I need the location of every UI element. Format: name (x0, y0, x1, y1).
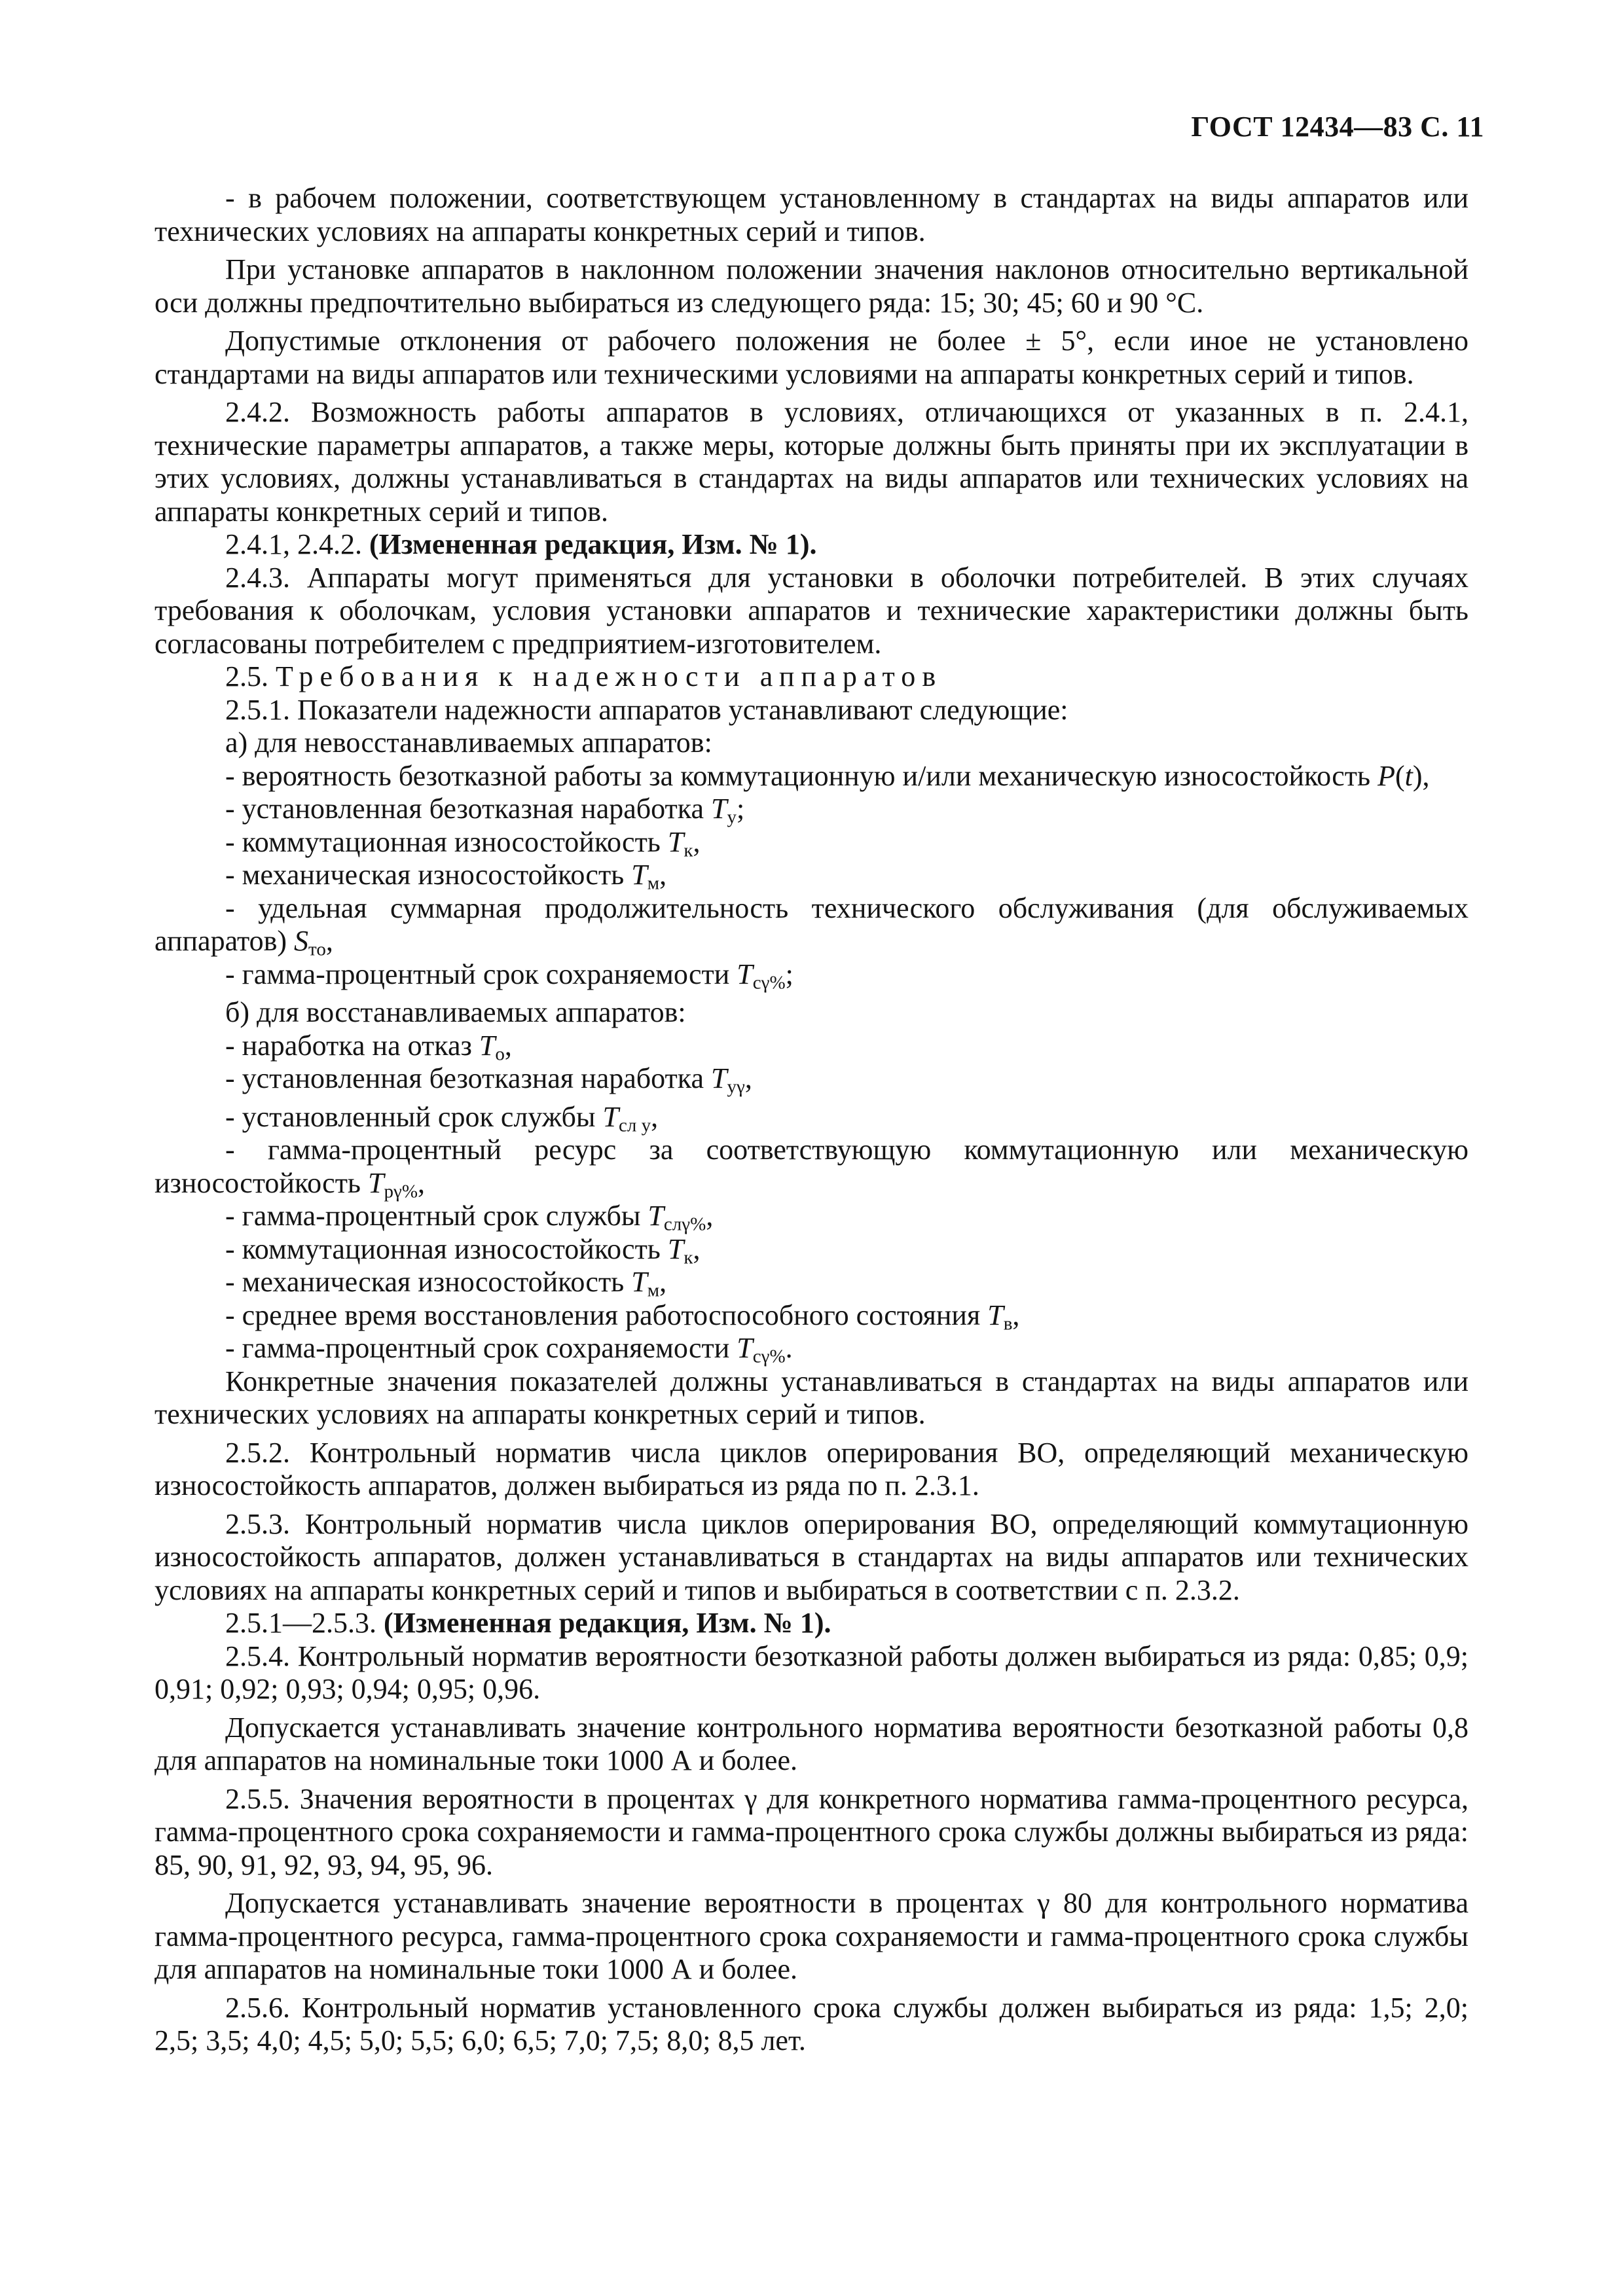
list-item-text: - коммутационная износостойкость (225, 825, 661, 858)
list-item: - гамма-процентный срок службы $T_{сл\gamma\%}$, (225, 1200, 714, 1235)
formula-subscript: о (495, 1043, 505, 1064)
formula-argument: t (1404, 759, 1413, 792)
list-item-text: - наработка на отказ (225, 1029, 472, 1062)
paragraph: При установке аппаратов в наклонном положении значения наклонов относительно вертикальной оси должны предпочтительно выбираться из следующего ряда: 15; 30; 45; 60 и 90 °С. (155, 253, 1468, 319)
formula-symbol: S (294, 925, 309, 957)
formula-subscript: уγ (727, 1076, 745, 1098)
amendment-note (155, 1607, 1468, 1640)
formula-subscript: рγ% (384, 1180, 418, 1202)
paragraph: Допустимые отклонения от рабочего положения не более ± 5°, если иное не установлено стандартами на виды аппаратов или техническими условиями на аппараты конкретных серий и типов. (155, 325, 1468, 390)
amendment-ref: 2.5.1—2.5.3. (225, 1607, 384, 1639)
formula-subscript: в (1003, 1312, 1013, 1334)
list-item-text: - установленная безотказная наработка (225, 793, 704, 825)
list-item-text: - среднее время восстановления работоспособного состояния (225, 1299, 981, 1331)
list-item: - механическая износостойкость $T_м$, (225, 859, 667, 894)
document-body (155, 182, 1468, 2058)
page-header: ГОСТ 12434—83 С. 11 (1191, 111, 1484, 143)
list-item-text: - установленный срок службы (225, 1100, 596, 1133)
paragraph: 2.5.6. Контрольный норматив установленного срока службы должен выбираться из ряда: 1,5; 2,0; 2,5; 3,5; 4,0; 4,5; 5,0; 5,5; 6,0; 6,5; 7,0; 7,5; 8,0; 8,5 лет. (155, 1991, 1468, 2056)
formula-subscript: сγ% (752, 971, 786, 993)
amendment-note (155, 528, 1468, 562)
list-item: - установленная безотказная наработка $T_{у\gamma}$, (225, 1062, 752, 1098)
formula-symbol: T (737, 958, 753, 990)
list-item: - удельная суммарная продолжительность технического обслуживания (для обслуживаемых аппаратов) $S_{то}$, (155, 891, 1468, 960)
list-item: - наработка на отказ $T_о$, (225, 1029, 512, 1064)
section-heading (155, 660, 1468, 694)
list-item: - установленная безотказная наработка $T_у$; (225, 793, 745, 828)
formula-symbol: T (647, 1200, 664, 1232)
list-item: - коммутационная износостойкость $T_к$, (225, 1232, 701, 1268)
list-item: - коммутационная износостойкость $T_к$, (225, 825, 701, 861)
list-item-text: - гамма-процентный срок службы (225, 1200, 641, 1232)
formula-symbol: T (711, 1062, 727, 1094)
formula-subscript: сл у (618, 1114, 651, 1136)
formula-symbol: T (631, 1266, 647, 1298)
paragraph: Допускается устанавливать значение вероятности в процентах γ 80 для контрольного норматива гамма-процентного ресурса, гамма-процентного срока сохраняемости и гамма-процентного срока службы для аппаратов на номинальные токи 1000 А и более. (155, 1887, 1468, 1985)
list-item-text: - механическая износостойкость (225, 859, 625, 891)
paragraph: Конкретные значения показателей должны устанавливаться в стандартах на виды аппаратов или технических условиях на аппараты конкретных серий и типов. (155, 1365, 1468, 1430)
formula-subscript: м (647, 872, 660, 894)
list-heading: б) для восстанавливаемых аппаратов: (225, 996, 686, 1028)
amendment-label: (Измененная редакция, Изм. № 1). (384, 1607, 831, 1639)
list-item-text: - коммутационная износостойкость (225, 1232, 661, 1265)
paragraph: Допускается устанавливать значение контрольного норматива вероятности безотказной работы 0,8 для аппаратов на номинальные токи 1000 А и более. (155, 1711, 1468, 1776)
formula-symbol: T (667, 825, 684, 858)
formula-symbol: T (667, 1232, 684, 1265)
formula-subscript: слγ% (663, 1213, 706, 1235)
formula-symbol: T (737, 1332, 753, 1364)
paragraph: 2.5.1. Показатели надежности аппаратов устанавливают следующие: (225, 693, 1068, 726)
amendment-label: (Измененная редакция, Изм. № 1). (369, 528, 817, 560)
formula-symbol: T (367, 1166, 384, 1199)
formula-symbol: P (1377, 759, 1395, 792)
formula-symbol: T (631, 859, 647, 891)
list-item-text: - механическая износостойкость (225, 1266, 625, 1298)
list-item: - гамма-процентный срок сохраняемости $T_{с\gamma\%}$. (225, 1332, 793, 1367)
list-item: - гамма-процентный срок сохраняемости $T_{с\gamma\%}$; (225, 958, 793, 993)
list-item-text: - гамма-процентный ресурс за соответствующую коммутационную или механическую износостойкость (155, 1134, 1468, 1199)
list-item: - установленный срок службы $T_{сл у}$, (225, 1100, 659, 1136)
list-item-text: - гамма-процентный срок сохраняемости (225, 958, 730, 990)
paragraph: 2.4.2. Возможность работы аппаратов в условиях, отличающихся от указанных в п. 2.4.1, технические параметры аппаратов, а также меры, которые должны быть приняты при их эксплуатации в этих условиях, должны устанавливаться в стандартах на виды аппаратов или технических условиях на аппараты конкретных серий и типов. (155, 396, 1468, 528)
list-heading: а) для невосстанавливаемых аппаратов: (225, 726, 712, 759)
amendment-ref: 2.4.1, 2.4.2. (225, 528, 369, 560)
list-item: - гамма-процентный ресурс за соответствующую коммутационную или механическую износостойкость $T_{р\gamma\%}$, (155, 1134, 1468, 1202)
list-item: - среднее время восстановления работоспособного состояния $T_в$, (225, 1299, 1020, 1334)
section-title: Требования к надежности аппаратов (276, 660, 943, 692)
paragraph: 2.5.3. Контрольный норматив числа циклов оперирования ВО, определяющий коммутационную износостойкость аппаратов, должен устанавливаться в стандартах на виды аппаратов или технических условиях на аппараты конкретных серий и типов и выбираться в соответствии с п. 2.3.2. (155, 1507, 1468, 1606)
formula-symbol: T (711, 793, 727, 825)
formula-subscript: к (684, 839, 693, 861)
formula-subscript: к (684, 1246, 693, 1268)
formula-subscript: м (647, 1280, 660, 1301)
paragraph: 2.5.2. Контрольный норматив числа циклов оперирования ВО, определяющий механическую износостойкость аппаратов, должен выбираться из ряда по п. 2.3.1. (155, 1436, 1468, 1501)
formula-symbol: T (479, 1029, 496, 1062)
paragraph: - в рабочем положении, соответствующем установленному в стандартах на виды аппаратов или технических условиях на аппараты конкретных серий и типов. (155, 182, 1468, 247)
paragraph: 2.5.4. Контрольный норматив вероятности безотказной работы должен выбираться из ряда: 0,85; 0,9; 0,91; 0,92; 0,93; 0,94; 0,95; 0,96. (155, 1640, 1468, 1705)
formula-subscript: сγ% (752, 1346, 786, 1367)
paragraph: 2.5.5. Значения вероятности в процентах γ для конкретного норматива гамма-процентного ресурса, гамма-процентного срока сохраняемости и гамма-процентного срока службы должны выбираться из ряда: 85, 90, 91, 92, 93, 94, 95, 96. (155, 1782, 1468, 1881)
list-item: - вероятность безотказной работы за коммутационную и/или механическую износостойкость P(t), (225, 759, 1430, 792)
formula-subscript: то (308, 939, 326, 960)
section-number: 2.5. (225, 660, 276, 692)
formula-symbol: T (602, 1100, 619, 1133)
list-item-text: - установленная безотказная наработка (225, 1062, 704, 1094)
paragraph: 2.4.3. Аппараты могут применяться для установки в оболочки потребителей. В этих случаях требования к оболочкам, условия установки аппаратов и технические характеристики должны быть согласованы потребителем с предприятием-изготовителем. (155, 561, 1468, 660)
formula-subscript: у (727, 806, 737, 828)
formula-symbol: T (987, 1299, 1004, 1331)
list-item: - механическая износостойкость $T_м$, (225, 1266, 667, 1301)
list-item-text: - вероятность безотказной работы за коммутационную и/или механическую износостойкость (225, 759, 1371, 792)
list-item-text: - удельная суммарная продолжительность технического обслуживания (для обслуживаемых аппаратов) (155, 891, 1468, 957)
list-item-text: - гамма-процентный срок сохраняемости (225, 1332, 730, 1364)
